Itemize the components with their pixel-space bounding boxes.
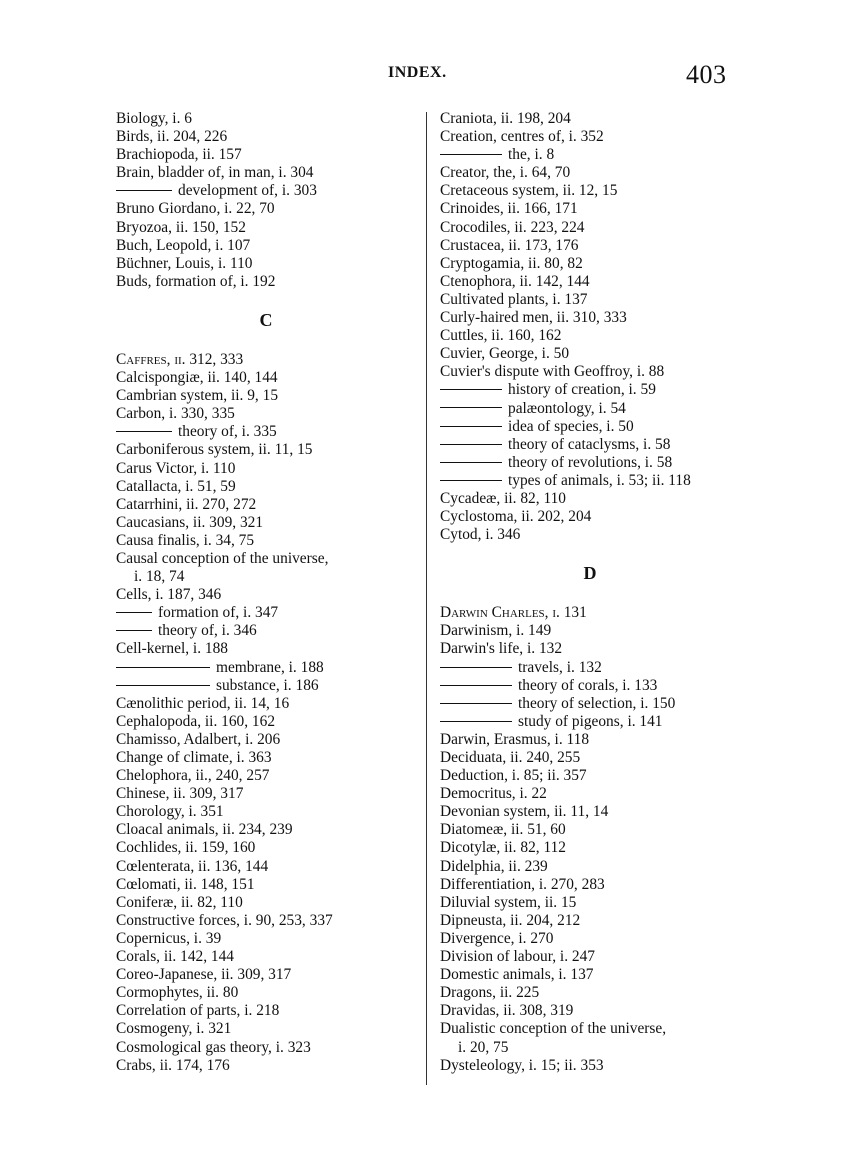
ditto-dash: [116, 630, 152, 631]
entry-text: Dualistic conception of the universe,: [440, 1020, 667, 1038]
ditto-dash: [440, 389, 502, 390]
index-entry: [440, 1002, 740, 1020]
index-entry: [440, 767, 740, 785]
ditto-dash: [440, 480, 502, 481]
index-entry: [440, 858, 740, 876]
index-entry: [116, 640, 416, 658]
index-entry: [440, 749, 740, 767]
index-entry: [116, 182, 416, 200]
index-entry: [440, 695, 740, 713]
ditto-dash: [116, 685, 210, 686]
entry-text: theory of, i. 335: [178, 423, 277, 441]
ditto-dash: [440, 703, 512, 704]
entry-text: Creator, the, i. 64, 70: [440, 164, 571, 182]
index-entry: [116, 803, 416, 821]
index-entry: [116, 1020, 416, 1038]
index-entry: [116, 695, 416, 713]
index-entry: [440, 381, 740, 399]
ditto-dash: [116, 431, 172, 432]
index-entry: [440, 876, 740, 894]
entry-text: Cyclostoma, ii. 202, 204: [440, 508, 592, 526]
index-entry: [440, 110, 740, 128]
index-entry: [116, 237, 416, 255]
index-entry: [440, 128, 740, 146]
entry-text: Dysteleology, i. 15; ii. 353: [440, 1056, 604, 1074]
entry-text: Cycadeæ, ii. 82, 110: [440, 489, 566, 507]
index-entry: [440, 418, 740, 436]
index-entry: [440, 821, 740, 839]
entry-text: Correlation of parts, i. 218: [116, 1002, 280, 1020]
index-entry: [440, 839, 740, 857]
entry-text: Cosmogeny, i. 321: [116, 1020, 232, 1038]
index-entry: [440, 400, 740, 418]
page-header: [0, 62, 850, 94]
index-entry: [440, 731, 740, 749]
index-entry: [116, 622, 416, 640]
ditto-dash: [440, 462, 502, 463]
entries-b: [116, 110, 416, 291]
index-entry: [440, 345, 740, 363]
ditto-dash: [440, 426, 502, 427]
index-entry: [440, 677, 740, 695]
index-entry: [116, 839, 416, 857]
entry-text: Cochlides, ii. 159, 160: [116, 839, 256, 857]
entry-text: Creation, centres of, i. 352: [440, 128, 604, 146]
entry-text: Cryptogamia, ii. 80, 82: [440, 254, 583, 272]
entry-text: Darwin Charles, i. 131: [440, 604, 587, 622]
index-entry: [116, 200, 416, 218]
entry-text: Cretaceous system, ii. 12, 15: [440, 182, 618, 200]
index-entry: [116, 387, 416, 405]
index-entry: [116, 785, 416, 803]
index-entry: [440, 454, 740, 472]
index-entry: [116, 767, 416, 785]
entry-text: Cell-kernel, i. 188: [116, 640, 228, 658]
entry-text: Darwin, Erasmus, i. 118: [440, 730, 590, 748]
entry-text: Chorology, i. 351: [116, 803, 224, 821]
index-entry: [116, 984, 416, 1002]
entry-text: Crustacea, ii. 173, 176: [440, 236, 579, 254]
entries-c-continued: [440, 110, 740, 544]
ditto-dash: [116, 190, 172, 191]
entry-text: theory of cataclysms, i. 58: [508, 435, 671, 453]
entry-text: Cuvier, George, i. 50: [440, 345, 570, 363]
index-entry: [440, 526, 740, 544]
index-entry: [116, 273, 416, 291]
entry-text: Deciduata, ii. 240, 255: [440, 749, 581, 766]
index-entry: [116, 128, 416, 146]
entry-text: Differentiation, i. 270, 283: [440, 875, 605, 893]
entry-text: Chamisso, Adalbert, i. 206: [116, 730, 281, 748]
ditto-dash: [116, 612, 152, 613]
entry-text: Change of climate, i. 363: [116, 749, 272, 766]
index-entry: [440, 966, 740, 984]
entry-text: Chelophora, ii., 240, 257: [116, 767, 270, 785]
entry-text: development of, i. 303: [178, 182, 317, 200]
entry-text: Democritus, i. 22: [440, 785, 547, 803]
entry-text: Coniferæ, ii. 82, 110: [116, 893, 243, 911]
index-entry: [116, 514, 416, 532]
index-entry: [440, 948, 740, 966]
entry-text: Biology, i. 6: [116, 110, 192, 127]
entry-text: Büchner, Louis, i. 110: [116, 254, 253, 272]
entry-text: Brain, bladder of, in man, i. 304: [116, 164, 314, 182]
index-entry: [440, 785, 740, 803]
index-entry: [116, 586, 416, 604]
entry-text: Causal conception of the universe,: [116, 549, 329, 567]
entry-text: Domestic animals, i. 137: [440, 966, 594, 984]
entry-text: Chinese, ii. 309, 317: [116, 785, 244, 803]
ditto-dash: [440, 667, 512, 668]
entry-text: Calcispongiæ, ii. 140, 144: [116, 369, 278, 387]
entry-text: Causa finalis, i. 34, 75: [116, 531, 255, 549]
entry-text: Devonian system, ii. 11, 14: [440, 803, 609, 821]
ditto-dash: [440, 154, 502, 155]
index-entry: [440, 200, 740, 218]
index-entry: [116, 219, 416, 237]
index-entry: [116, 550, 416, 586]
entry-text: membrane, i. 188: [216, 658, 324, 676]
entry-text: Bryozoa, ii. 150, 152: [116, 218, 246, 236]
index-entry: [116, 749, 416, 767]
entry-text: Diatomeæ, ii. 51, 60: [440, 821, 566, 839]
entry-text: the, i. 8: [508, 146, 555, 164]
entry-text: study of pigeons, i. 141: [518, 712, 663, 730]
letter-heading-d: D: [583, 563, 597, 584]
entry-text: Dicotylæ, ii. 82, 112: [440, 839, 566, 857]
entry-text: Carboniferous system, ii. 11, 15: [116, 441, 313, 459]
entry-continuation: i. 18, 74: [134, 568, 185, 586]
index-entry: [440, 219, 740, 237]
index-entry: [440, 604, 740, 622]
index-entry: [116, 110, 416, 128]
index-column-right: [440, 110, 740, 1075]
index-entry: [440, 894, 740, 912]
entry-text: Dravidas, ii. 308, 319: [440, 1002, 574, 1020]
index-entry: [440, 273, 740, 291]
index-entry: [116, 966, 416, 984]
index-entry: [440, 803, 740, 821]
ditto-dash: [116, 667, 210, 668]
entry-text: Craniota, ii. 198, 204: [440, 110, 571, 127]
entry-text: Dragons, ii. 225: [440, 984, 540, 1002]
index-entry: [116, 713, 416, 731]
index-entry: [116, 1057, 416, 1075]
entry-text: theory of, i. 346: [158, 622, 257, 640]
index-entry: [440, 508, 740, 526]
entry-text: Cambrian system, ii. 9, 15: [116, 387, 279, 405]
entry-text: Cuttles, ii. 160, 162: [440, 327, 562, 345]
index-entry: [116, 255, 416, 273]
entry-text: Crinoides, ii. 166, 171: [440, 200, 578, 218]
entry-text: Constructive forces, i. 90, 253, 337: [116, 911, 333, 929]
entry-text: Birds, ii. 204, 226: [116, 128, 228, 146]
ditto-dash: [440, 721, 512, 722]
index-entry: [116, 894, 416, 912]
entry-text: Coreo-Japanese, ii. 309, 317: [116, 966, 292, 984]
index-entry: [116, 164, 416, 182]
index-entry: [440, 984, 740, 1002]
entry-text: theory of selection, i. 150: [518, 694, 676, 712]
column-divider: [426, 112, 427, 1085]
index-entry: [440, 930, 740, 948]
entry-text: Cænolithic period, ii. 14, 16: [116, 694, 290, 712]
entry-text: Cormophytes, ii. 80: [116, 984, 239, 1002]
entry-text: theory of corals, i. 133: [518, 676, 658, 694]
index-entry: [116, 369, 416, 387]
letter-heading-c: C: [259, 309, 273, 330]
index-entry: [440, 255, 740, 273]
entry-text: Copernicus, i. 39: [116, 929, 222, 947]
index-entry: [116, 1039, 416, 1057]
index-entry: [116, 876, 416, 894]
entry-text: Cytod, i. 346: [440, 526, 521, 544]
entry-text: history of creation, i. 59: [508, 381, 656, 399]
entry-text: substance, i. 186: [216, 676, 319, 694]
index-entry: [116, 146, 416, 164]
entry-text: Cosmological gas theory, i. 323: [116, 1038, 311, 1056]
entry-continuation: i. 20, 75: [458, 1038, 509, 1056]
entry-text: Cells, i. 187, 346: [116, 586, 222, 604]
index-entry: [116, 460, 416, 478]
index-entry: [116, 858, 416, 876]
ditto-dash: [440, 685, 512, 686]
index-entry: [116, 405, 416, 423]
index-entry: [116, 441, 416, 459]
index-entry: [440, 622, 740, 640]
entry-text: Bruno Giordano, i. 22, 70: [116, 200, 275, 218]
index-entry: [440, 237, 740, 255]
entry-text: Carbon, i. 330, 335: [116, 405, 235, 423]
entry-text: travels, i. 132: [518, 658, 602, 676]
entry-text: Brachiopoda, ii. 157: [116, 146, 242, 164]
entry-text: Buds, formation of, i. 192: [116, 272, 276, 290]
entry-text: Corals, ii. 142, 144: [116, 948, 234, 966]
index-entry: [116, 423, 416, 441]
page-number: 403: [686, 60, 727, 89]
index-entry: [116, 1002, 416, 1020]
entry-text: theory of revolutions, i. 58: [508, 453, 673, 471]
entry-text: Darwin's life, i. 132: [440, 640, 563, 658]
entry-text: Diluvial system, ii. 15: [440, 893, 577, 911]
entry-text: Cœlenterata, ii. 136, 144: [116, 857, 269, 875]
entry-text: types of animals, i. 53; ii. 118: [508, 471, 691, 489]
entries-d: [440, 604, 740, 1074]
index-entry: [440, 1057, 740, 1075]
index-entry: [440, 659, 740, 677]
index-entry: [440, 713, 740, 731]
index-entry: [116, 496, 416, 514]
entry-text: Darwinism, i. 149: [440, 622, 552, 640]
entry-text: palæontology, i. 54: [508, 399, 626, 417]
entry-text: Carus Victor, i. 110: [116, 459, 236, 477]
index-entry: [116, 912, 416, 930]
index-entry: [116, 731, 416, 749]
ditto-dash: [440, 444, 502, 445]
ditto-dash: [440, 407, 502, 408]
index-entry: [116, 604, 416, 622]
entry-text: formation of, i. 347: [158, 604, 279, 622]
entry-text: Caucasians, ii. 309, 321: [116, 513, 264, 531]
entry-text: Division of labour, i. 247: [440, 948, 595, 966]
entry-text: Dipneusta, ii. 204, 212: [440, 911, 581, 929]
entry-text: idea of species, i. 50: [508, 417, 634, 435]
index-entry: [116, 948, 416, 966]
index-entry: [116, 930, 416, 948]
index-entry: [440, 146, 740, 164]
entry-text: Divergence, i. 270: [440, 929, 554, 947]
entry-text: Crabs, ii. 174, 176: [116, 1056, 230, 1074]
entries-c: [116, 351, 416, 1075]
index-column-left: [116, 110, 416, 1075]
entry-text: Curly-haired men, ii. 310, 333: [440, 309, 627, 327]
entry-text: Catarrhini, ii. 270, 272: [116, 495, 257, 513]
index-entry: [440, 1020, 740, 1056]
index-entry: [116, 532, 416, 550]
index-entry: [440, 472, 740, 490]
entry-text: Deduction, i. 85; ii. 357: [440, 767, 587, 785]
index-entry: [116, 677, 416, 695]
index-entry: [440, 363, 740, 381]
entry-text: Cuvier's dispute with Geoffroy, i. 88: [440, 363, 665, 381]
entry-text: Ctenophora, ii. 142, 144: [440, 272, 590, 290]
index-entry: [440, 327, 740, 345]
entry-text: Cœlomati, ii. 148, 151: [116, 875, 255, 893]
index-entry: [440, 912, 740, 930]
index-entry: [440, 291, 740, 309]
index-entry: [440, 436, 740, 454]
entry-text: Catallacta, i. 51, 59: [116, 477, 236, 495]
index-entry: [440, 164, 740, 182]
index-entry: [116, 478, 416, 496]
entry-text: Cloacal animals, ii. 234, 239: [116, 821, 293, 839]
index-entry: [440, 640, 740, 658]
index-entry: [116, 821, 416, 839]
index-entry: [440, 490, 740, 508]
entry-text: Cephalopoda, ii. 160, 162: [116, 712, 276, 730]
entry-text: Caffres, ii. 312, 333: [116, 350, 244, 368]
index-entry: [116, 351, 416, 369]
entry-text: Buch, Leopold, i. 107: [116, 236, 251, 254]
index-entry: [440, 309, 740, 327]
running-title: INDEX.: [388, 64, 447, 81]
index-entry: [116, 659, 416, 677]
entry-text: Crocodiles, ii. 223, 224: [440, 218, 585, 236]
entry-text: Cultivated plants, i. 137: [440, 290, 588, 308]
index-entry: [440, 182, 740, 200]
entry-text: Didelphia, ii. 239: [440, 857, 548, 875]
